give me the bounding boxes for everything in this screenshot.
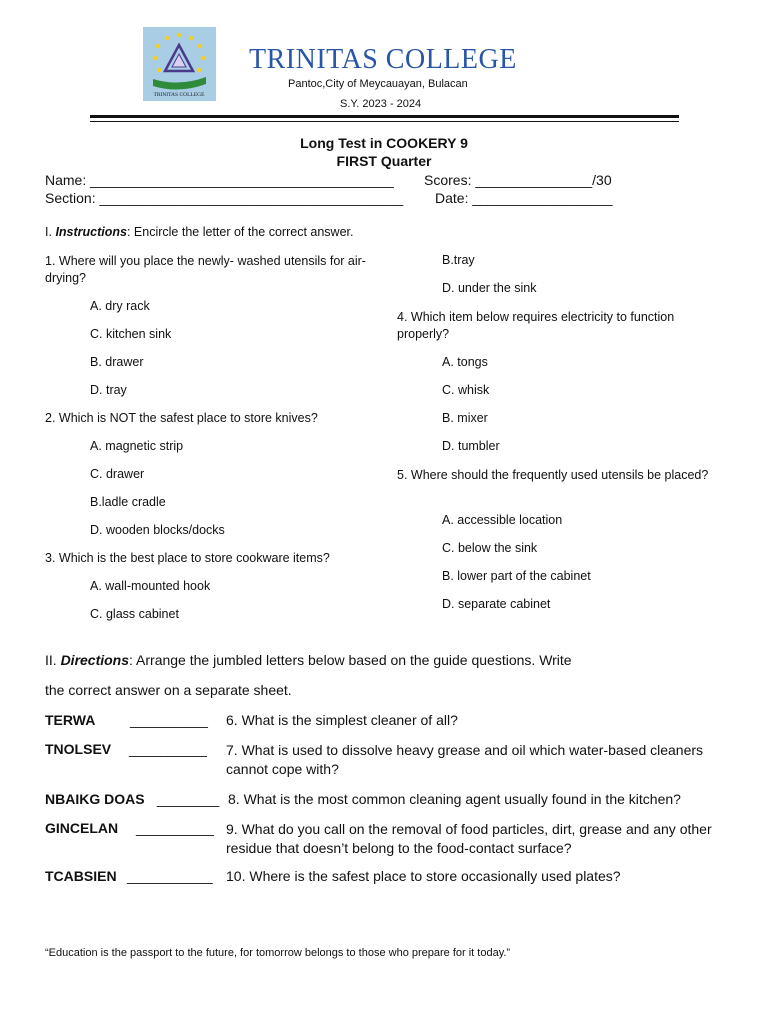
date-field[interactable] bbox=[435, 190, 613, 206]
guide-question-9: 9. What do you call on the removal of food particles, dirt, grease and any other residue that doesn’t belong to the food-contact surface? bbox=[226, 821, 712, 856]
question-2: 2. Which is NOT the safest place to store knives? bbox=[45, 411, 318, 425]
answer-blank-9[interactable]: __________ bbox=[136, 820, 214, 836]
name-field[interactable] bbox=[45, 172, 394, 188]
guide-question-7: 7. What is used to dissolve heavy grease and oil which water-based cleaners cannot cope with? bbox=[226, 742, 704, 777]
section-label: Section: bbox=[45, 190, 96, 206]
part1-instructions bbox=[45, 225, 353, 239]
q1-option-c[interactable]: C. kitchen sink bbox=[90, 327, 172, 341]
name-label: Name: bbox=[45, 172, 87, 188]
q1-option-a[interactable]: A. dry rack bbox=[90, 299, 150, 313]
footer-quote: “Education is the passport to the future, for tomorrow belongs to those who prepare for it today.” bbox=[45, 947, 511, 959]
part2-text: : Arrange the jumbled letters below based on the guide questions. Write bbox=[129, 652, 572, 668]
college-name: TRINITAS COLLEGE bbox=[249, 44, 517, 75]
answer-blank-7[interactable]: __________ bbox=[129, 741, 207, 757]
guide-question-8: 8. What is the most common cleaning agent usually found in the kitchen? bbox=[228, 791, 681, 807]
school-year: S.Y. 2023 - 2024 bbox=[340, 98, 422, 110]
part2-prefix: II. bbox=[45, 652, 57, 668]
q3-option-c[interactable]: C. glass cabinet bbox=[90, 607, 179, 621]
test-quarter: FIRST Quarter bbox=[336, 153, 432, 169]
q3-option-a[interactable]: A. wall-mounted hook bbox=[90, 579, 211, 593]
date-line: __________________ bbox=[472, 190, 613, 206]
q3-option-b[interactable]: B.tray bbox=[442, 253, 475, 267]
answer-blank-6[interactable]: __________ bbox=[130, 712, 208, 728]
jumbled-word-10: TCABSIEN bbox=[45, 868, 117, 884]
guide-question-10: 10. Where is the safest place to store occasionally used plates? bbox=[226, 868, 621, 884]
test-title: Long Test in COOKERY 9 bbox=[300, 135, 468, 151]
q2-option-d[interactable]: D. wooden blocks/docks bbox=[90, 523, 225, 537]
part1-text: : Encircle the letter of the correct answer. bbox=[126, 225, 354, 239]
jumbled-word-8: NBAIKG DOAS bbox=[45, 791, 145, 807]
logo-text: TRINITAS COLLEGE bbox=[153, 92, 205, 98]
college-address: Pantoc,City of Meycauayan, Bulacan bbox=[288, 78, 468, 90]
q4-option-a[interactable]: A. tongs bbox=[442, 355, 488, 369]
header-divider-thin bbox=[90, 121, 679, 122]
question-1: 1. Where will you place the newly- washed utensils for air-drying? bbox=[45, 254, 366, 285]
q4-option-d[interactable]: D. tumbler bbox=[442, 439, 500, 453]
q1-option-b[interactable]: B. drawer bbox=[90, 355, 144, 369]
jumbled-word-7: TNOLSEV bbox=[45, 741, 112, 757]
scores-label: Scores: bbox=[424, 172, 472, 188]
answer-blank-8[interactable]: ________ bbox=[157, 791, 220, 807]
part2-keyword: Directions bbox=[60, 652, 130, 668]
jumbled-word-9: GINCELAN bbox=[45, 820, 119, 836]
question-4: 4. Which item below requires electricity to function properly? bbox=[397, 310, 675, 341]
q2-option-b[interactable]: B.ladle cradle bbox=[90, 495, 166, 509]
q4-option-c[interactable]: C. whisk bbox=[442, 383, 490, 397]
header-divider-thick bbox=[90, 115, 679, 118]
q5-option-c[interactable]: C. below the sink bbox=[442, 541, 538, 555]
part1-keyword: Instructions bbox=[55, 225, 127, 239]
q2-option-c[interactable]: C. drawer bbox=[90, 467, 145, 481]
answer-blank-10[interactable]: ___________ bbox=[127, 868, 213, 884]
name-line: _______________________________________ bbox=[90, 172, 394, 188]
q3-option-d[interactable]: D. under the sink bbox=[442, 281, 537, 295]
scores-line: _______________/30 bbox=[475, 172, 612, 188]
scores-field[interactable] bbox=[424, 172, 612, 188]
part1-prefix: I. bbox=[45, 225, 52, 239]
section-field[interactable] bbox=[45, 190, 403, 206]
q1-option-d[interactable]: D. tray bbox=[90, 383, 127, 397]
q2-option-a[interactable]: A. magnetic strip bbox=[90, 439, 184, 453]
question-5: 5. Where should the frequently used utensils be placed? bbox=[397, 468, 709, 482]
part2-directions bbox=[45, 652, 572, 668]
q5-option-a[interactable]: A. accessible location bbox=[442, 513, 563, 527]
guide-question-6: 6. What is the simplest cleaner of all? bbox=[226, 712, 458, 728]
jumbled-word-6: TERWA bbox=[45, 712, 96, 728]
q5-option-d[interactable]: D. separate cabinet bbox=[442, 597, 551, 611]
question-3: 3. Which is the best place to store cookware items? bbox=[45, 551, 330, 565]
date-label: Date: bbox=[435, 190, 469, 206]
q4-option-b[interactable]: B. mixer bbox=[442, 411, 488, 425]
part2-directions-line2: the correct answer on a separate sheet. bbox=[45, 682, 292, 698]
q5-option-b[interactable]: B. lower part of the cabinet bbox=[442, 569, 591, 583]
section-line: _______________________________________ bbox=[99, 190, 404, 206]
college-logo bbox=[143, 27, 216, 101]
